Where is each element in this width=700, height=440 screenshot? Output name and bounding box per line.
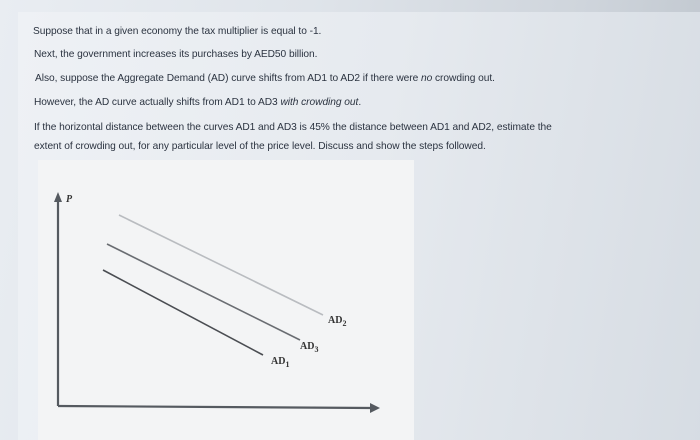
question-line-5: If the horizontal distance between the curves AD1 and AD3 is 45% the distance between AD1 and AD2, estimate the [34,122,552,133]
ad-diagram [38,160,414,440]
question-line-2: Next, the government increases its purchases by AED50 billion. [34,49,318,60]
question-line-6: extent of crowding out, for any particular level of the price level. Discuss and show the steps followed. [34,141,486,152]
y-axis-label: P [66,194,73,205]
question-line-1: Suppose that in a given economy the tax multiplier is equal to -1. [33,26,322,37]
ad2-label: $AD_2$ [328,315,347,328]
ad3-label: $AD_3$ [300,341,319,354]
ad1-label: $AD_1$ [271,356,290,369]
x-axis [58,406,372,408]
y-axis-arrow [54,192,62,202]
with-crowding-emphasis: with crowding out [280,97,359,108]
x-axis-arrow [370,403,380,413]
no-crowding-emphasis: no [421,73,433,84]
question-line-3-text: Also, suppose the Aggregate Demand (AD) curve shifts from AD1 to AD2 if there were no crowding out. [35,73,495,84]
ad3-curve [107,244,300,340]
question-line-4: However, the AD curve actually shifts from AD1 to AD3 with crowding out. [34,97,362,108]
question-line-3 [35,73,495,84]
ad-curves-figure [38,160,414,440]
ad1-curve [103,270,263,355]
